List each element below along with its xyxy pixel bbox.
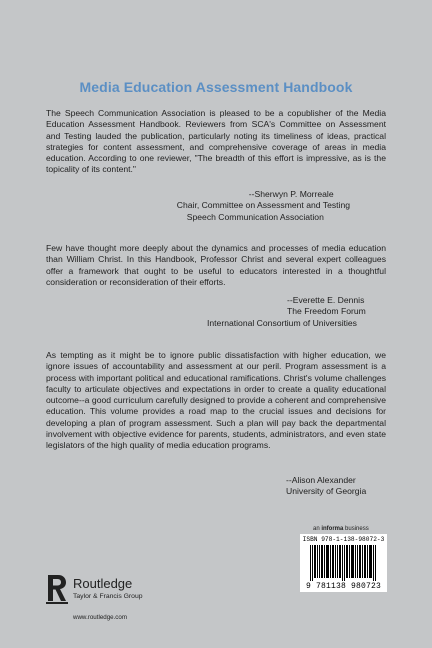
attribution-line: Speech Communication Association [186, 211, 324, 222]
imprint-brand: informa [321, 526, 344, 532]
publisher-subtitle: Taylor & Francis Group [73, 593, 143, 600]
informa-business-imprint [313, 526, 369, 532]
attribution-name: --Sherwyn P. Morreale [248, 189, 334, 199]
attribution-name: --Alison Alexander [286, 475, 356, 485]
isbn-text: ISBN 978-1-138-98072-3 [302, 536, 385, 543]
publisher-name: Routledge [73, 576, 133, 591]
blurb-attribution-1 [177, 189, 350, 223]
blurb-paragraph-3: As tempting as it might be to ignore public dissatisfaction with higher education, we ignore issues of accountability and assessment at our peril. Program assessment is a process with important political and educational ramifications. Christ's volume challenges faculty to articulate objectives and expectations in order to create a quality educational outcome--a good curriculum carefully designed to provide a coherent and comprehensive education. This volume provides a road map to the crucial issues and decisions for developing a plan of program assessment. Such a plan will pay back the departmental involvement with objective evidence for parents, students, administrators, and even state legislators of the high quality of media education programs. [46, 350, 386, 451]
routledge-r-logo-icon [46, 573, 68, 605]
attribution-line: University of Georgia [286, 486, 367, 497]
barcode-bars-icon [310, 545, 378, 581]
publisher-website: www.routledge.com [73, 614, 127, 621]
book-title: Media Education Assessment Handbook [79, 79, 353, 95]
isbn-barcode [300, 534, 387, 592]
blurb-attribution-2 [207, 295, 366, 329]
imprint-suffix: business [343, 526, 369, 532]
blurb-attribution-3 [286, 475, 366, 498]
imprint-prefix: an [313, 526, 322, 532]
attribution-line: International Consortium of Universities [207, 317, 357, 328]
blurb-paragraph-1: The Speech Communication Association is pleased to be a copublisher of the Media Education Assessment Handbook. Reviewers from SCA's Committee on Assessment and Testing lauded the publication, particularly noting its timeliness of ideas, practical strategies for content assessment, and comprehensive coverage of areas in media education. According to one reviewer, "The breadth of this effort is impressive, as is the topicality of its content." [46, 108, 386, 175]
attribution-line: Chair, Committee on Assessment and Testing [176, 200, 350, 211]
attribution-line: The Freedom Forum [287, 306, 366, 317]
barcode-digits: 9 781138 980723 [305, 582, 381, 591]
blurb-paragraph-2: Few have thought more deeply about the dynamics and processes of media education than William Christ. In this Handbook, Professor Christ and several expert colleagues offer a framework that ought to be useful to educators interested in a thoughtful consideration or reconsideration of their efforts. [46, 243, 386, 287]
attribution-name: --Everette E. Dennis [287, 295, 365, 305]
